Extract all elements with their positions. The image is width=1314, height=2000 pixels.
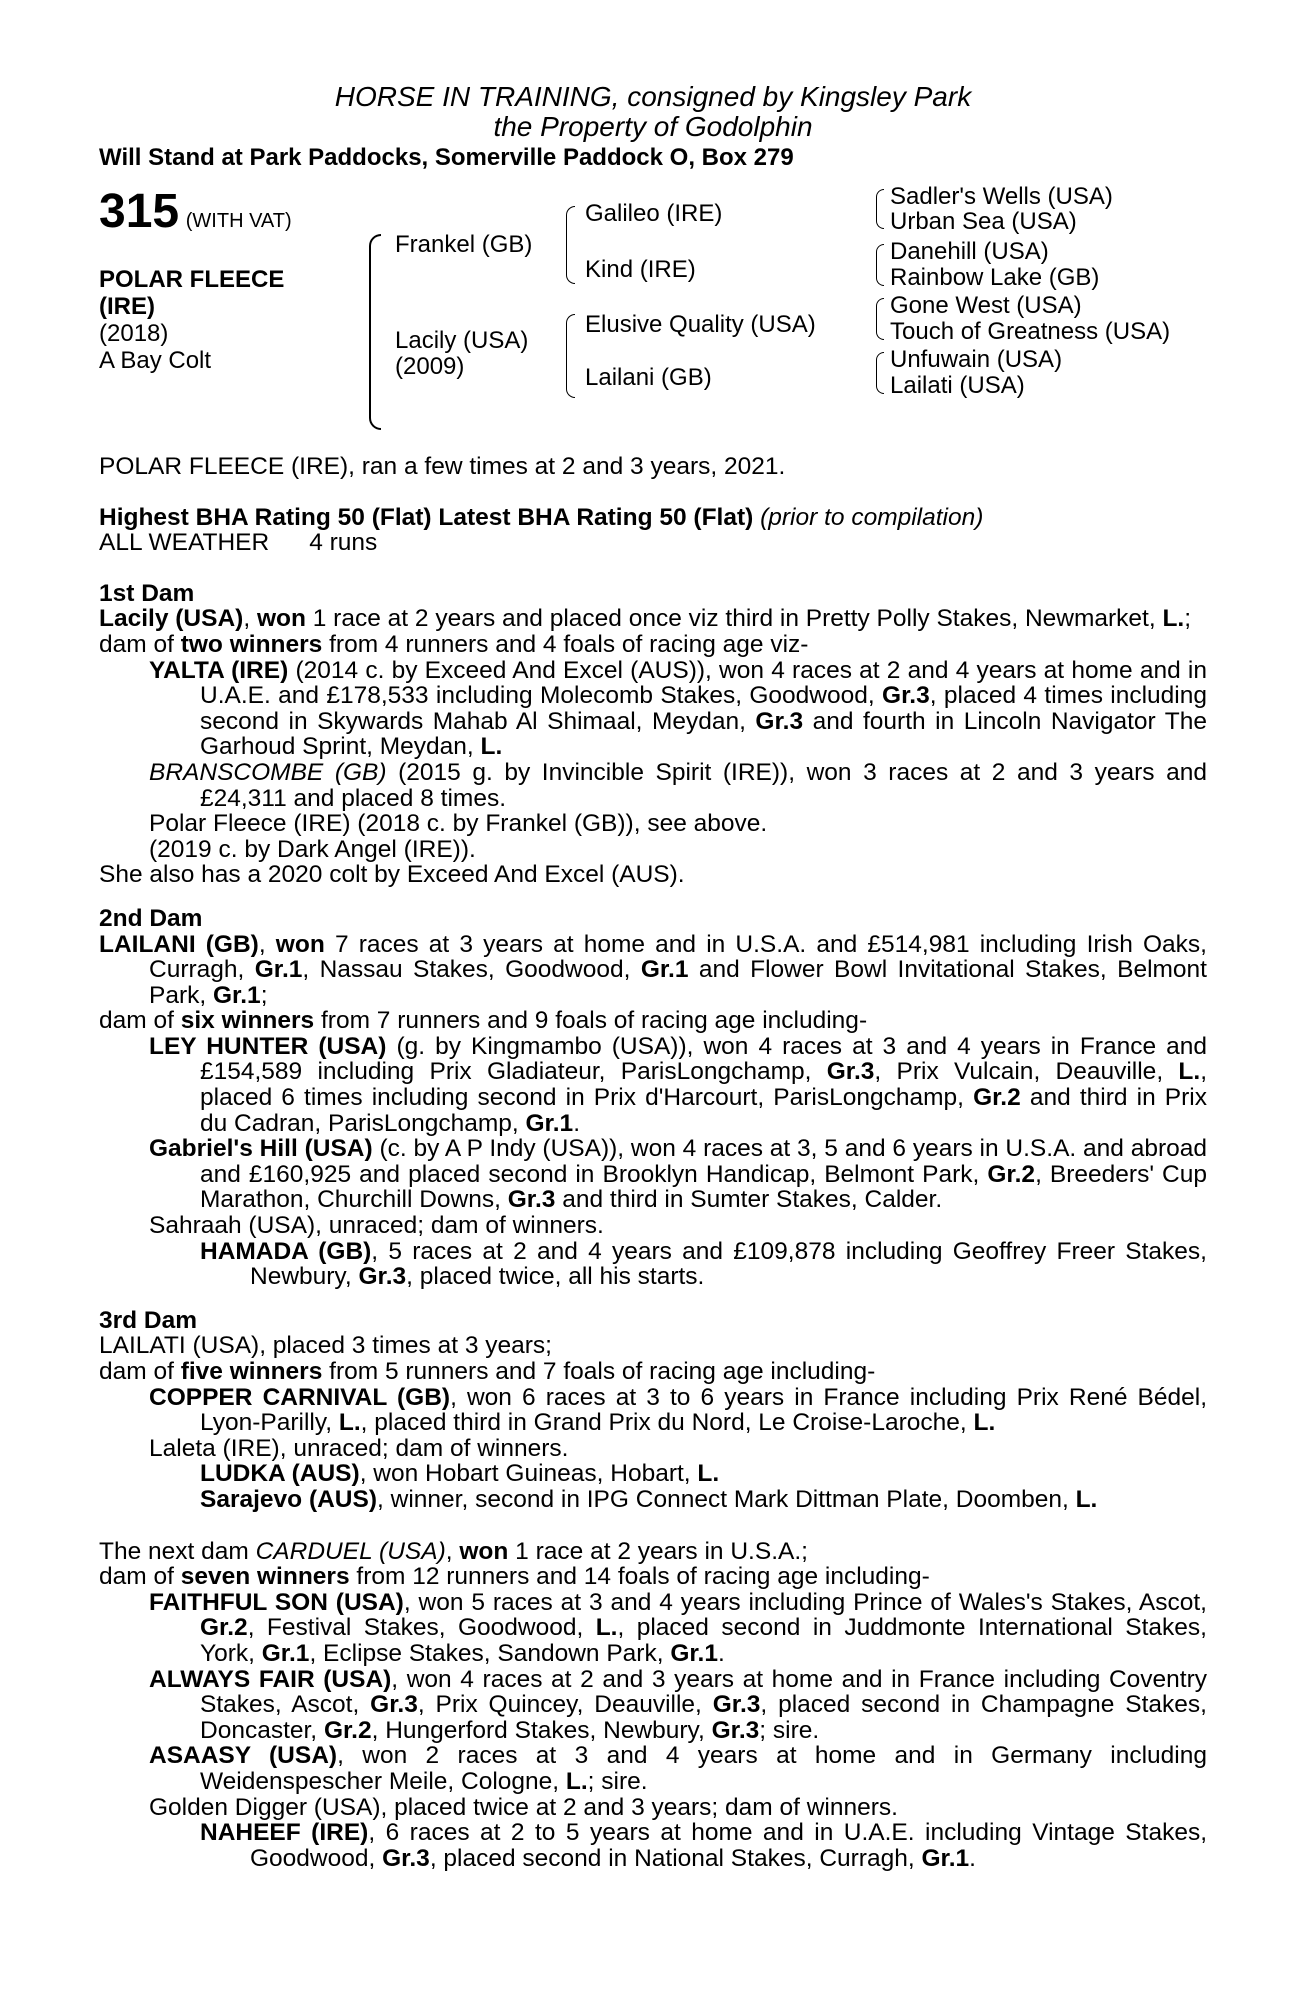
pedigree-bracket-sire [566, 206, 575, 284]
ss-sire: Sadler's Wells (USA) [890, 183, 1113, 210]
produce-asaasy: ASAASY (USA), won 2 races at 3 and 4 years at home and in Germany including Weidenspescher Meile, Cologne, L.; sire. [149, 1742, 1208, 1795]
produce-gabriels-hill: Gabriel's Hill (USA) (c. by A P Indy (USA)), won 4 races at 3, 5 and 6 years in U.S.A. and abroad and £160,925 and placed second in Brooklyn Handicap, Belmont Park, Gr.2, Breeders' Cup Marathon, Churchill Downs, Gr.3 and third in Sumter Stakes, Calder. [149, 1135, 1207, 1214]
property-line: the Property of Godolphin [493, 111, 813, 142]
produce-branscombe: BRANSCOMBE (GB) (2015 g. by Invincible Spirit (IRE)), won 3 races at 2 and 3 years and £24,311 and placed 8 times. [149, 758, 1207, 812]
all-weather-runs: 4 runs [309, 529, 378, 557]
sd-dam: Rainbow Lake (GB) [890, 264, 1100, 291]
all-weather-label: ALL WEATHER [99, 529, 270, 557]
lot-number-line [99, 185, 292, 238]
produce-sahraah: Sahraah (USA), unraced; dam of winners. [149, 1212, 604, 1240]
pedigree-bracket-g4 [876, 352, 884, 394]
dd-sire: Unfuwain (USA) [890, 346, 1063, 373]
second-dam-section [99, 906, 1207, 1290]
produce-always-fair: ALWAYS FAIR (USA), won 4 races at 2 and 3 years at home and in France including Coventry Stakes, Ascot, Gr.3, Prix Quincey, Deauville, Gr.3, placed second in Champagne Stakes, Doncaster, Gr.2, Hungerford Stakes, Newbury, Gr.3; sire. [149, 1665, 1207, 1744]
rating-note: (prior to compilation) [760, 503, 984, 531]
produce-hamada: HAMADA (GB), 5 races at 2 and 4 years and £109,878 including Geoffrey Freer Stakes, Newbury, Gr.3, placed twice, all his starts. [200, 1237, 1207, 1291]
dam-dam: Lailani (GB) [585, 364, 712, 391]
produce-golden-digger: Golden Digger (USA), placed twice at 2 and 3 years; dam of winners. [149, 1793, 898, 1821]
vat-label: (WITH VAT) [185, 210, 292, 232]
pedigree-bracket-g1 [876, 189, 884, 229]
produce-polar-fleece: Polar Fleece (IRE) (2018 c. by Frankel (GB)), see above. [149, 810, 768, 838]
dd-dam: Lailati (USA) [890, 372, 1025, 399]
first-dam-produce-line: dam of two winners from 4 runners and 4 foals of racing age viz- [99, 630, 809, 658]
produce-copper-carnival: COPPER CARNIVAL (GB), won 6 races at 3 to 6 years in France including Prix René Bédel, Lyon-Parilly, L., placed third in Grand Prix du Nord, Le Croise-Laroche, L. [149, 1383, 1208, 1437]
produce-ley-hunter: LEY HUNTER (USA) (g. by Kingmambo (USA)), won 4 races at 3 and 4 years in France and £154,589 including Prix Gladiateur, ParisLongchamp, Gr.3, Prix Vulcain, Deauville, L., placed 6 times including second in Prix d'Harcourt, ParisLongchamp, Gr.2 and third in Prix du Cadran, ParisLongchamp, Gr.1. [149, 1032, 1208, 1137]
pedigree-bracket-g3 [876, 298, 884, 340]
produce-ludka: LUDKA (AUS), won Hobart Guineas, Hobart, L. [200, 1460, 720, 1488]
consignor-line: HORSE IN TRAINING, consigned by Kingsley Park [334, 81, 972, 112]
ss-dam: Urban Sea (USA) [890, 208, 1077, 235]
pedigree-bracket-main [369, 234, 381, 430]
consignor-header [99, 82, 1207, 142]
bha-rating: Highest BHA Rating 50 (Flat) Latest BHA Rating 50 (Flat) [99, 503, 754, 531]
horse-country: (IRE) [99, 293, 155, 320]
dam-sire: Elusive Quality (USA) [585, 311, 816, 338]
produce-sarajevo: Sarajevo (AUS), winner, second in IPG Connect Mark Dittman Plate, Doomben, L. [200, 1485, 1098, 1513]
first-dam-heading: 1st Dam [99, 579, 195, 607]
rating-section [99, 505, 1207, 556]
sire-dam: Kind (IRE) [585, 256, 696, 283]
produce-faithful-son: FAITHFUL SON (USA), won 5 races at 3 and 4 years including Prince of Wales's Stakes, Ascot, Gr.2, Festival Stakes, Goodwood, L., placed second in Juddmonte International Stakes, York, Gr.1, Eclipse Stakes, Sandown Park, Gr.1. [149, 1588, 1207, 1667]
first-dam-intro: Lacily (USA), won 1 race at 2 years and placed once viz third in Pretty Polly Stakes, Newmarket, L.; [99, 605, 1192, 633]
horse-name: POLAR FLEECE [99, 266, 285, 293]
ds-dam: Touch of Greatness (USA) [890, 318, 1171, 345]
race-summary: POLAR FLEECE (IRE), ran a few times at 2 and 3 years, 2021. [99, 453, 786, 480]
pedigree-bracket-g2 [876, 244, 884, 286]
first-dam-section [99, 581, 1207, 888]
second-dam-heading: 2nd Dam [99, 904, 203, 932]
dam-year: (2009) [395, 353, 465, 380]
fourth-dam-intro: The next dam CARDUEL (USA), won 1 race at 2 years in U.S.A.; [99, 1537, 808, 1565]
sire-sire: Galileo (IRE) [585, 200, 723, 227]
pedigree-block [99, 183, 1207, 456]
second-dam-intro: LAILANI (GB), won 7 races at 3 years at home and in U.S.A. and £514,981 including Irish Oaks, Curragh, Gr.1, Nassau Stakes, Goodwood, Gr.1 and Flower Bowl Invitational Stakes, Belmont Park, Gr.1; [99, 930, 1207, 1009]
third-dam-produce-line: dam of five winners from 5 runners and 7 foals of racing age including- [99, 1358, 876, 1385]
third-dam-section [99, 1308, 1207, 1513]
produce-yalta: YALTA (IRE) (2014 c. by Exceed And Excel (AUS)), won 4 races at 2 and 4 years at home and in U.A.E. and £178,533 including Molecomb Stakes, Goodwood, Gr.3, placed 4 times including second in Skywards Mahab Al Shimaal, Meydan, Gr.3 and fourth in Lincoln Navigator The Garhoud Sprint, Meydan, L. [149, 656, 1207, 761]
fourth-dam-produce-line: dam of seven winners from 12 runners and 14 foals of racing age including- [99, 1563, 930, 1591]
produce-naheef: NAHEEF (IRE), 6 races at 2 to 5 years at home and in U.A.E. including Vintage Stakes, Goodwood, Gr.3, placed second in National Stakes, Curragh, Gr.1. [200, 1819, 1207, 1872]
pedigree-bracket-dam [566, 314, 575, 398]
stand-location: Will Stand at Park Paddocks, Somerville Paddock O, Box 279 [99, 144, 794, 171]
dam-name: Lacily (USA) [395, 327, 529, 354]
foaling-year: (2018) [99, 320, 169, 347]
horse-description: A Bay Colt [99, 347, 212, 374]
produce-laleta: Laleta (IRE), unraced; dam of winners. [149, 1434, 569, 1462]
lot-number: 315 [99, 185, 180, 238]
catalogue-page [99, 82, 1207, 1871]
second-dam-produce-line: dam of six winners from 7 runners and 9 foals of racing age including- [99, 1007, 868, 1035]
sire-name: Frankel (GB) [395, 231, 533, 258]
produce-2020: She also has a 2020 colt by Exceed And Excel (AUS). [99, 861, 685, 889]
third-dam-intro: LAILATI (USA), placed 3 times at 3 years; [99, 1332, 552, 1360]
produce-2019: (2019 c. by Dark Angel (IRE)). [149, 835, 476, 863]
ds-sire: Gone West (USA) [890, 292, 1082, 319]
third-dam-heading: 3rd Dam [99, 1306, 198, 1334]
sd-sire: Danehill (USA) [890, 238, 1049, 265]
fourth-dam-section [99, 1539, 1207, 1872]
